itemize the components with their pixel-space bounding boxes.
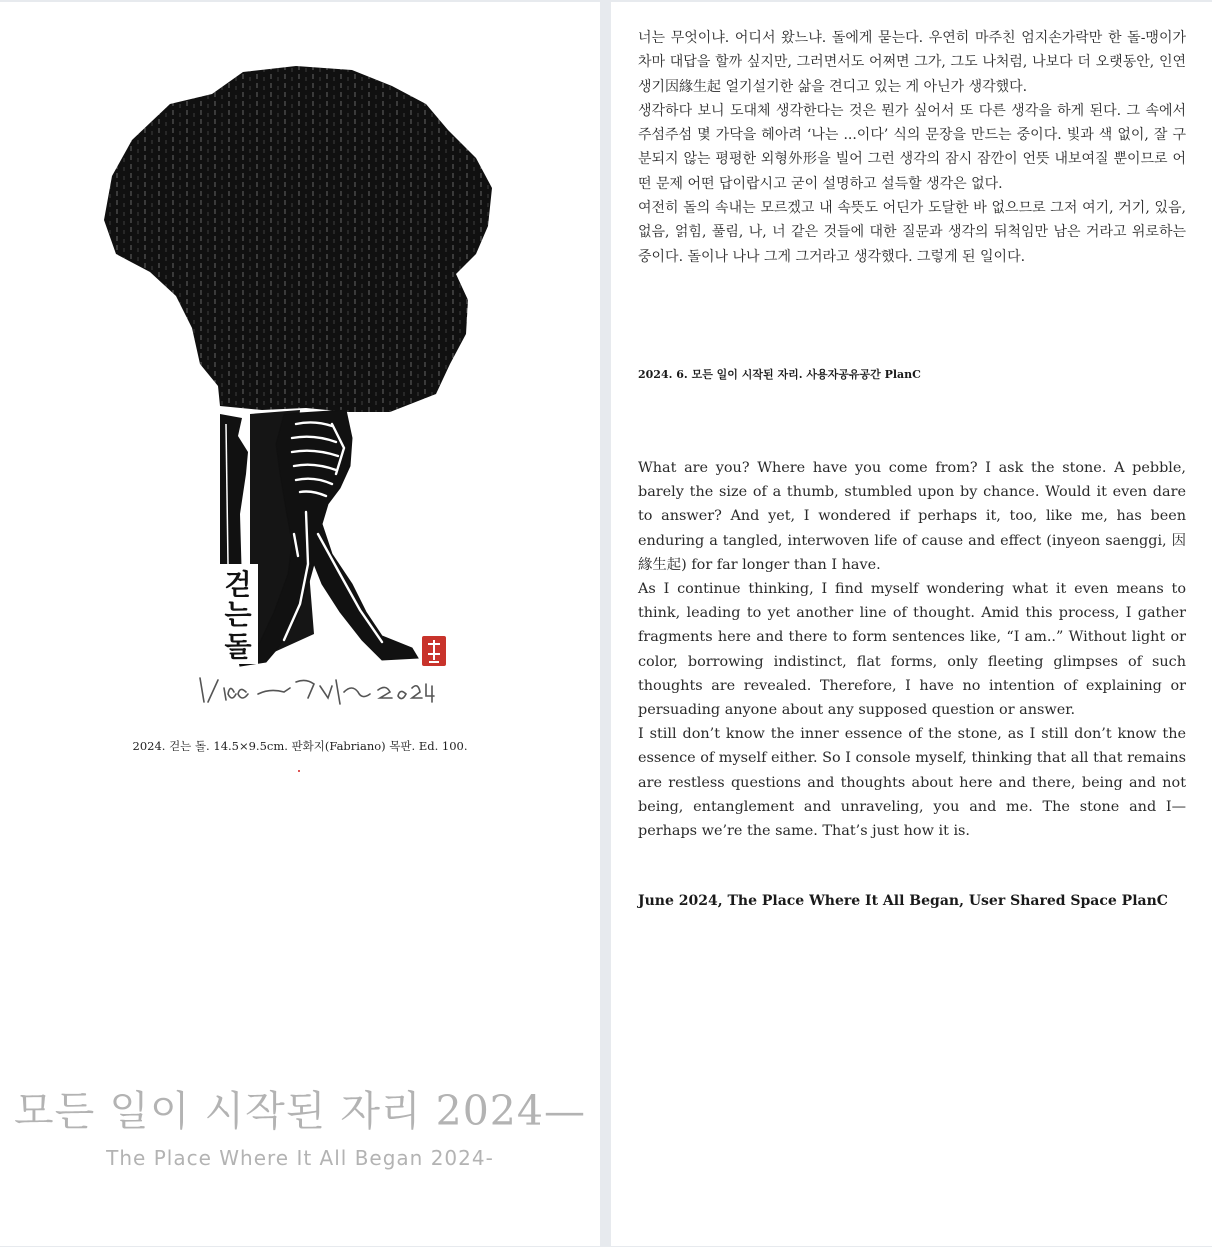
svg-text:는: 는 xyxy=(224,598,252,631)
korean-paragraph: 너는 무엇이냐. 어디서 왔느냐. 돌에게 묻는다. 우연히 마주친 엄지손가락만 한 돌-맹이가 차마 대답을 할까 싶지만, 그러면서도 어쩌면 그가, 그도 나처럼, 나보다 더 오랫동안, 인연생기因緣生起 얼기설기한 삶을 견디고 있는 게 아닌가 생각했다. xyxy=(638,30,1186,95)
korean-signature-line: 2024. 6. 모든 일이 시작된 자리. 사용자공유공간 PlanC xyxy=(638,368,921,381)
svg-text:돌: 돌 xyxy=(224,630,252,663)
korean-paragraph: 생각하다 보니 도대체 생각한다는 것은 뭔가 싶어서 또 다른 생각을 하게 된다. 그 속에서 주섬주섬 몇 가닥을 헤아려 ‘나는 ...이다’ 식의 문장을 만드는 중이다. 빛과 색 없이, 잘 구분되지 않는 평평한 외형外形을 빌어 그런 생각의 잠시 잠깐이 언뜻 내보여질 뿐이므로 어떤 문제 어떤 답이랍시고 굳이 설명하고 설득할 생각은 없다. xyxy=(638,102,1187,192)
artwork-caption: 2024. 걷는 돌. 14.5×9.5cm. 판화지(Fabriano) 목판. Ed. 100. xyxy=(132,739,468,753)
korean-essay xyxy=(638,26,1186,269)
pencil-signature xyxy=(200,678,434,704)
korean-paragraph: 여전히 돌의 속내는 모르겠고 내 속뜻도 어딘가 도달한 바 없으므로 그저 여기, 거기, 있음, 없음, 얽힘, 풀림, 나, 너 같은 것들에 대한 질문과 생각의 뒤척임만 남은 거라고 위로하는 중이다. 돌이나 나나 그게 그거라고 생각했다. 그렇게 된 일이다. xyxy=(638,200,1186,265)
english-signature-line: June 2024, The Place Where It All Began, User Shared Space PlanC xyxy=(638,893,1168,909)
red-dot-mark xyxy=(298,770,300,772)
right-page xyxy=(611,2,1212,1246)
title-english: The Place Where It All Began 2024- xyxy=(106,1146,494,1170)
english-paragraph: As I continue thinking, I find myself wondering what it even means to think, leading to yet another line of thought. Amid this process, I gather fragments here and there to form sentences like, “I am..” Without light or color, borrowing indistinct, flat forms, only fleeting glimpses of such thoughts are revealed. Therefore, I have no intention of explaining or persuading anyone about any supposed question or answer. xyxy=(638,581,1186,719)
svg-text:걷: 걷 xyxy=(224,568,252,601)
red-seal-stamp xyxy=(422,636,446,666)
english-paragraph: I still don’t know the inner essence of the stone, as I still don’t know the essence of myself either. So I console myself, thinking that all that remains are restless questions and thoughts about here and there, being and not being, entanglement and unraveling, you and me. The stone and I—perhaps we’re the same. That’s just how it is. xyxy=(638,726,1186,840)
woodcut-print-walking-stone xyxy=(100,64,500,714)
english-essay xyxy=(638,456,1186,843)
stone-shape xyxy=(104,66,492,412)
title-korean: 모든 일이 시작된 자리 2024— xyxy=(14,1087,586,1135)
left-page xyxy=(0,2,600,1246)
english-paragraph: What are you? Where have you come from? I ask the stone. A pebble, barely the size of a thumb, stumbled upon by chance. Would it even dare to answer? And yet, I wondered if perhaps it, too, like me, has been enduring a tangled, interwoven life of cause and effect (inyeon saenggi, 因緣生起) for far longer than I have. xyxy=(638,460,1186,573)
vertical-title-glyphs xyxy=(218,564,258,664)
